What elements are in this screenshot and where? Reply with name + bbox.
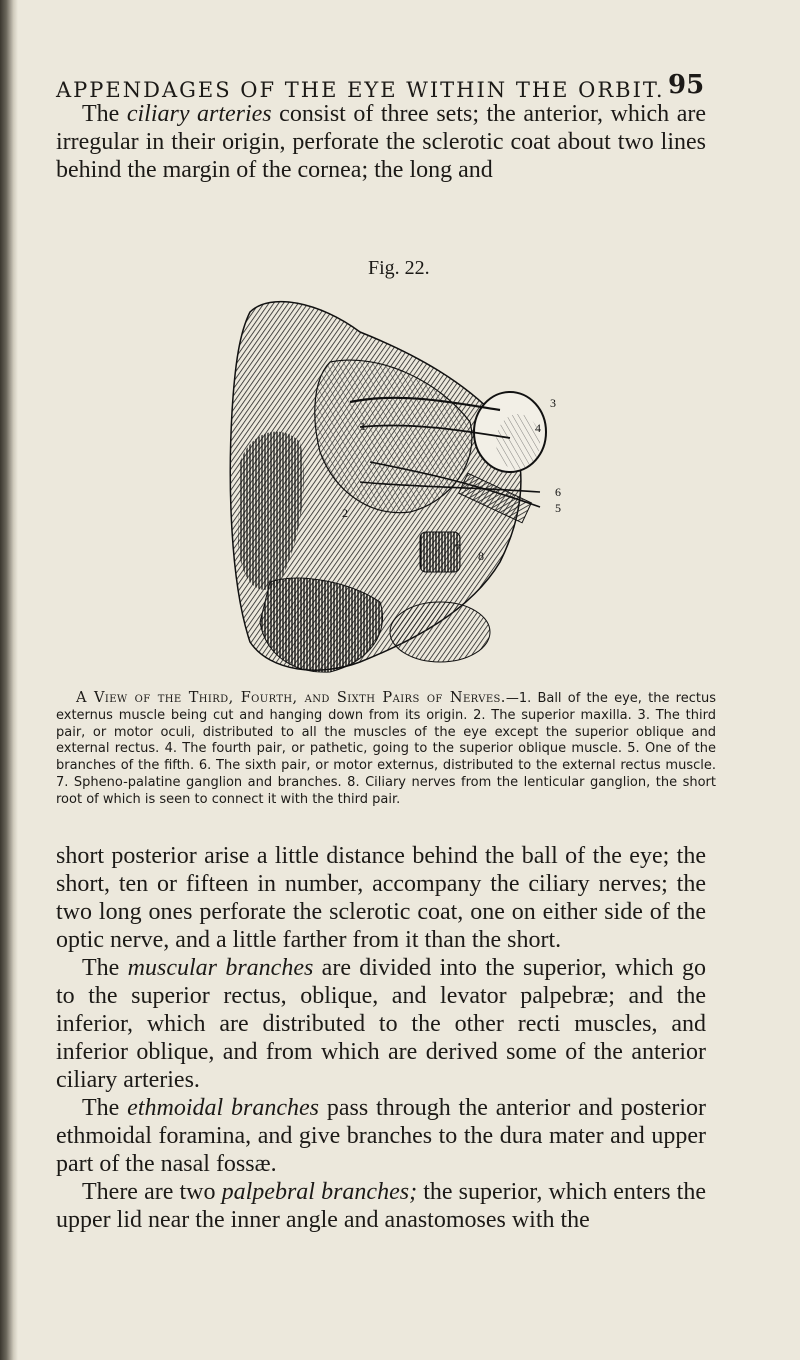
fig-number-3: 3: [550, 396, 556, 410]
term-palpebral-branches: palpebral branches;: [221, 1179, 418, 1205]
paragraph-ethmoidal-branches: [56, 1094, 706, 1178]
body-text: [56, 842, 706, 1234]
fig-number-1: 1: [360, 419, 366, 433]
running-head: APPENDAGES OF THE EYE WITHIN THE ORBIT.: [56, 78, 665, 102]
paragraph-palpebral-branches: [56, 1178, 706, 1234]
fig-number-5: 5: [555, 501, 561, 515]
fig-number-2: 2: [342, 506, 348, 520]
term-ethmoidal-branches: ethmoidal branches: [127, 1095, 319, 1121]
term-ciliary-arteries: ciliary arteries: [126, 101, 272, 127]
inferior-mass: [390, 602, 490, 662]
p4-text: the superior, which enters the upper lid near the inner angle and anastomoses with the: [56, 1179, 706, 1233]
caption-text: —1. Ball of the eye, the rectus externus muscle being cut and hanging down from its origin. 2. The superior maxilla. 3. The third pair, or motor oculi, distributed to all the muscles of the eye except the superior oblique and external rectus. 4. The fourth pair, or pathetic, going to the superior oblique muscle. 5. One of the branches of the fifth. 6. The sixth pair, or motor externus, distributed to the external rectus muscle. 7. Spheno-palatine ganglion and branches. 8. Ciliary nerves from the lenticular ganglion, the short root of which is seen to connect it with the third pair.: [56, 691, 716, 807]
fig-number-4: 4: [535, 421, 541, 435]
p3-text: pass through the anterior and posterior ethmoidal foramina, and give branches to the dura mater and upper part of the nasal fossæ.: [56, 1095, 706, 1177]
paragraph-muscular-branches: [56, 954, 706, 1094]
p2-text: are divided into the superior, which go to the superior rectus, oblique, and levator palpebræ; and the inferior, which are distributed to the other recti muscles, and inferior oblique, and from which are derived some of the anterior ciliary arteries.: [56, 955, 706, 1093]
para1-lead: The: [82, 101, 127, 127]
engraving-orbit-nerves: [210, 282, 580, 682]
eyeball-shading: [496, 414, 540, 470]
caption-title: A View of the Third, Fourth, and Sixth Pairs of Nerves.: [76, 690, 506, 706]
p4-lead: There are two: [82, 1179, 222, 1205]
term-muscular-branches: muscular branches: [127, 955, 314, 981]
figure-caption: [56, 690, 716, 809]
p2-lead: The: [82, 955, 128, 981]
paragraph-ciliary-arteries: [56, 100, 706, 184]
page-number: 95: [668, 70, 705, 100]
para1-text: consist of three sets; the anterior, which are irregular in their origin, perforate the sclerotic coat about two lines behind the margin of the cornea; the long and: [56, 101, 706, 183]
fig-number-6: 6: [555, 485, 561, 499]
fig-number-8: 8: [478, 549, 484, 563]
figure-label: Fig. 22.: [368, 257, 430, 279]
p3-lead: The: [82, 1095, 128, 1121]
figure-illustration: [210, 282, 580, 682]
paragraph-continued: short posterior arise a little distance behind the ball of the eye; the short, ten or fifteen in number, accompany the ciliary nerves; the two long ones perforate the sclerotic coat, one on either side of the optic nerve, and a little farther from it than the short.: [56, 843, 706, 953]
fig-number-7: 7: [454, 541, 460, 555]
